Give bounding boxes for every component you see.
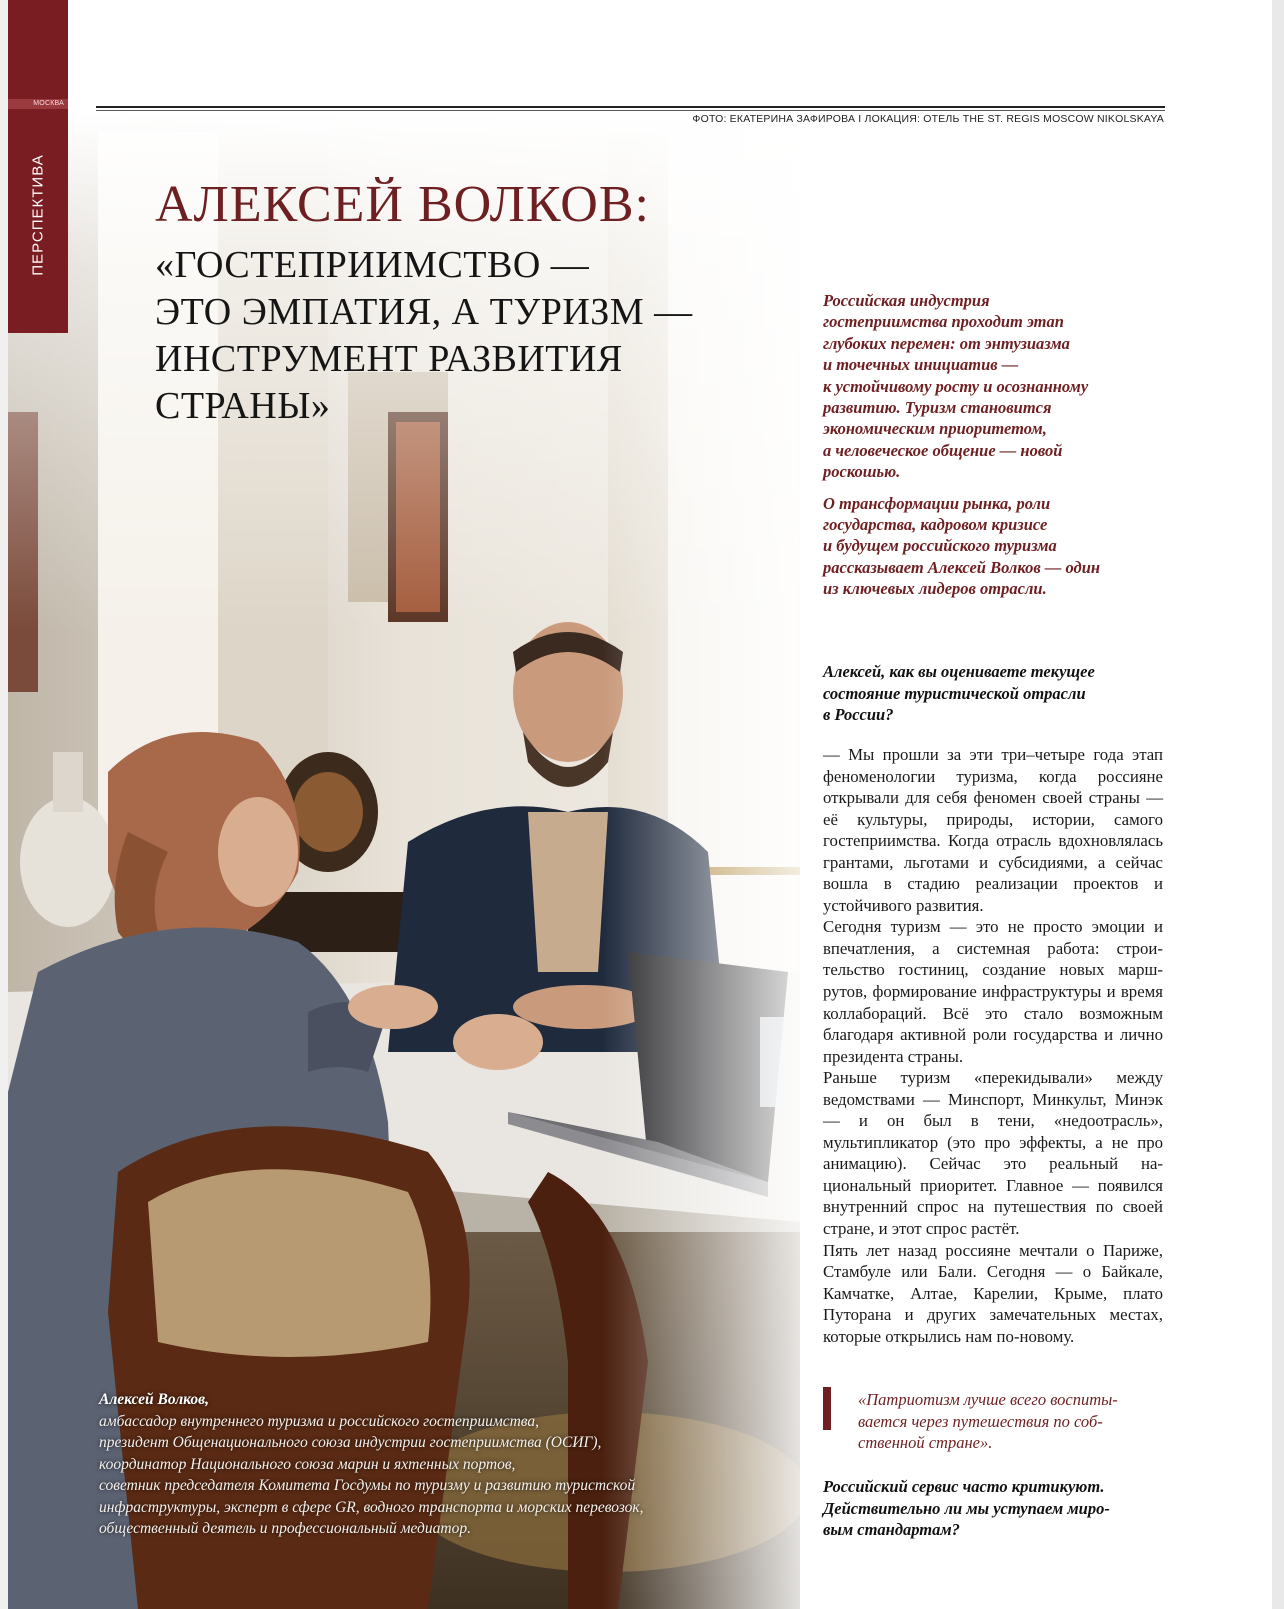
lead-line: О трансформации рынка, роли	[823, 493, 1051, 513]
caption-line: инфраструктуры, эксперт в сфере GR, водного транспорта и морских перевозок,	[99, 1498, 644, 1516]
caption-line: советник председателя Комитета Госдумы по туризму и развитию туристской	[99, 1477, 636, 1494]
caption-line: координатор Национального союза марин и яхтенных портов,	[99, 1455, 516, 1473]
photo-credit: ФОТО: ЕКАТЕРИНА ЗАФИРОВА I ЛОКАЦИЯ: ОТЕЛЬ THE ST. REGIS MOSCOW NIKOLSKAYA	[692, 113, 1164, 125]
answer-paragraph: Сегодня туризм — это не просто эмоции и впечатления, а системная работа: строительство гостиниц, создание новых маршрутов, формирование инфраструктуры и время коллабораций. Всё это стало возможным благодаря активной роли государства и лично президента страны.	[823, 917, 1163, 1066]
lead-line: государства, кадровом кризисе	[823, 515, 1048, 535]
title-line: СТРАНЫ»	[155, 385, 331, 427]
question-line: Действительно ли мы уступаем миро-	[823, 1498, 1110, 1518]
interview-question-2	[823, 1476, 1163, 1541]
lead-line: и будущем российского туризма	[823, 536, 1057, 556]
interview-question-1	[823, 661, 1163, 726]
answer-paragraph: Раньше туризм «перекидывали» между ведомствами — Минспорт, Минкульт, Минэк — и он был в тени, «недоотрасль», мультипликатор (это про эффекты, а не про анимацию). Сейчас это реальный национальный приоритет. Главное — появился внутренний спрос на путешествия по своей стране, и этот спрос растёт.	[823, 1068, 1163, 1239]
question-line: состояние туристической отрасли	[823, 683, 1086, 703]
city-label: МОСКВА	[8, 99, 68, 109]
page-left-edge	[0, 0, 8, 1609]
caption-line: амбассадор внутреннего туризма и российского гостеприимства,	[99, 1412, 540, 1430]
lead-paragraph-1	[823, 290, 1163, 483]
answer-paragraph: Пять лет назад россияне мечтали о Париже, Стамбуле или Бали. Сегодня — о Байкале, Камчатке, Алтае, Карелии, Крыме, плато Путорана и других замечательных местах, которые открылись нам по-новому.	[823, 1240, 1163, 1346]
article-lead	[823, 290, 1163, 610]
caption-line: президент Общенационального союза индустрии гостеприимства (ОСИГ),	[99, 1434, 602, 1451]
interview-answer-1	[823, 744, 1163, 1347]
page-right-edge	[1272, 0, 1284, 1609]
title-line: ИНСТРУМЕНТ РАЗВИТИЯ	[155, 338, 623, 380]
title-line: ЭТО ЭМПАТИЯ, А ТУРИЗМ —	[155, 291, 693, 333]
question-line: Российский сервис часто критикуют.	[823, 1477, 1105, 1496]
quote-line: «Патриотизм лучше всего воспиты-	[858, 1390, 1118, 1409]
title-line: «ГОСТЕПРИИМСТВО —	[155, 244, 590, 286]
question-line: вым стандартам?	[823, 1520, 960, 1539]
lead-line: из ключевых лидеров отрасли.	[823, 579, 1047, 599]
lead-line: Российская индустрия	[823, 291, 990, 310]
lead-line: а человеческое общение — новой	[823, 440, 1063, 460]
section-tab	[8, 0, 68, 333]
lead-line: рассказывает Алексей Волков — один	[823, 557, 1101, 577]
lead-line: развитию. Туризм становится	[823, 398, 1052, 418]
lead-line: и точечных инициатив —	[823, 355, 1019, 375]
question-line: Алексей, как вы оцениваете текущее	[823, 662, 1095, 681]
caption-name: Алексей Волков,	[99, 1391, 209, 1408]
section-label: ПЕРСПЕКТИВА	[29, 154, 47, 276]
pull-quote-bar	[823, 1387, 831, 1430]
quote-line: ственной стране».	[858, 1433, 993, 1452]
lead-line: экономическим приоритетом,	[823, 419, 1047, 439]
article-title-quote	[155, 242, 693, 430]
header-rule	[96, 106, 1165, 108]
header-rule-thin	[96, 110, 1165, 111]
lead-line: к устойчивому росту и осознанному	[823, 376, 1089, 396]
article-title-name: АЛЕКСЕЙ ВОЛКОВ:	[155, 176, 650, 233]
quote-line: вается через путешествия по соб-	[858, 1411, 1103, 1431]
lead-line: роскошью.	[823, 462, 901, 482]
question-line: в России?	[823, 705, 894, 724]
lead-line: глубоких перемен: от энтузиазма	[823, 333, 1070, 353]
caption-line: общественный деятель и профессиональный медиатор.	[99, 1520, 471, 1537]
lead-paragraph-2	[823, 493, 1163, 600]
lead-line: гостеприимства проходит этап	[823, 312, 1064, 332]
pull-quote	[858, 1389, 1168, 1454]
photo-caption	[99, 1389, 759, 1540]
answer-paragraph: — Мы прошли за эти три–четыре года этап феноменологии туризма, когда россияне открывали для себя феномен своей страны — её культуры, природы, истории, самого гостеприимства. Когда отрасль вдохновлялась грантами, льготами и субсидиями, а сейчас вошла в стадию реализации проектов и устойчивого развития.	[823, 745, 1163, 915]
